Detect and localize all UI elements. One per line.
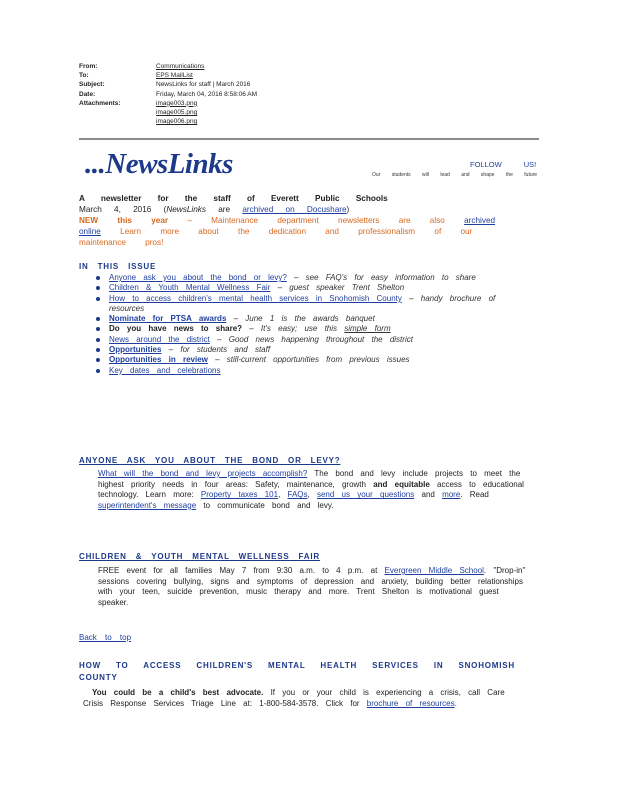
wellness-body-2: . "Drop-in" sessions covering bullying, signs and symptoms of depression and anxiety, building better relationships with your teen, suicide prevention, music therapy and more. Trent Shelton is motivational guest speaker. <box>98 566 526 607</box>
toc-desc: – guest speaker Trent Shelton <box>270 283 405 293</box>
follow-us-link[interactable]: FOLLOW US! <box>470 160 537 169</box>
list-item <box>96 324 526 334</box>
list-item <box>96 294 526 315</box>
to-row <box>79 71 257 80</box>
access-body-1: If you or your child is experiencing a crisis, call Care Crisis Response Services Triage Line at: 1-800-584-3578. Click for <box>83 688 505 708</box>
wellness-body-1: FREE event for all families May 7 from 9:30 a.m. to 4 p.m. at <box>98 566 385 575</box>
toc-desc: – It's easy; use this <box>242 324 345 334</box>
new-this-year-label: NEW this year <box>79 216 169 225</box>
new-this-year-notice <box>79 215 531 248</box>
access-section-heading: HOW TO ACCESS CHILDREN'S MENTAL HEALTH SERVICES IN SNOHOMISH COUNTY <box>79 661 515 682</box>
to-link[interactable]: EPS MailList <box>156 72 193 80</box>
attachments-row-3 <box>79 117 257 126</box>
toc-link-opportunities-review[interactable]: Opportunities in review <box>109 355 208 365</box>
brochure-link[interactable]: brochure of resources <box>366 698 455 708</box>
toc-desc: – June 1 is the awards banquet <box>226 314 375 324</box>
equitable-bold: equitable <box>394 479 430 489</box>
tagline: Our students will lead and shape the future <box>372 172 538 178</box>
are-text: are <box>205 205 243 214</box>
spacer <box>79 108 156 117</box>
email-header <box>79 62 257 126</box>
read-text: . Read <box>460 490 489 500</box>
issue-date: March 4, 2016 ( <box>79 205 167 214</box>
header-divider <box>79 138 539 140</box>
list-item <box>96 355 526 365</box>
toc-desc: – still-current opportunities from previous issues <box>207 355 410 365</box>
attachment-link[interactable]: image006.png <box>156 118 198 126</box>
toc-desc: – handy brochure of resources <box>109 293 496 313</box>
docushare-archive-link[interactable]: archived on Docushare <box>242 205 347 214</box>
access-section-body <box>83 688 529 709</box>
bullet-icon <box>96 358 100 362</box>
date-row <box>79 90 257 99</box>
to-label: To: <box>79 72 89 80</box>
toc-link-opportunities[interactable]: Opportunities <box>109 345 162 355</box>
toc-link-wellness[interactable]: Children & Youth Mental Wellness Fair <box>109 283 271 293</box>
attachments-row <box>79 99 257 108</box>
in-this-issue-heading: IN THIS ISSUE <box>79 262 157 271</box>
bond-section-heading: ANYONE ASK YOU ABOUT THE BOND OR LEVY? <box>79 456 341 465</box>
from-label: From: <box>79 63 98 70</box>
bullet-icon <box>96 338 100 342</box>
from-row <box>79 62 257 71</box>
subject-label: Subject: <box>79 81 105 89</box>
attachments-row-2 <box>79 108 257 117</box>
bullet-icon <box>96 317 100 321</box>
list-item <box>96 335 526 345</box>
list-item <box>96 345 526 355</box>
date-value: Friday, March 04, 2016 8:58:06 AM <box>156 90 258 98</box>
subject-row <box>79 80 257 89</box>
bullet-icon <box>96 369 100 373</box>
bond-body-1: The bond and levy include projects to meet the highest priority needs in four areas: Safety, maintenance, growth <box>98 469 521 489</box>
toc-desc: – for students and staff <box>161 345 271 355</box>
spacer <box>79 117 156 126</box>
evergreen-school-link[interactable]: Evergreen Middle School <box>384 566 484 575</box>
toc-link-access[interactable]: How to access children's mental health services in Snohomish County <box>109 293 402 303</box>
bond-question-link[interactable]: What will the bond and levy projects accomplish? <box>98 469 308 478</box>
wellness-section-body <box>98 566 530 608</box>
paren-close: ) <box>346 205 350 214</box>
intro-block <box>79 193 531 248</box>
bullet-icon <box>96 286 100 290</box>
and-text: and <box>414 490 443 500</box>
and-bold: and <box>373 479 388 489</box>
attachments-label: Attachments: <box>79 99 121 107</box>
intro-subtitle: A newsletter for the staff of Everett Public Schools <box>79 194 388 203</box>
bullet-icon <box>96 297 100 301</box>
list-item <box>96 314 526 324</box>
list-item <box>96 366 526 376</box>
toc-news-share: Do you have news to share? <box>109 324 243 334</box>
issue-date-line <box>79 204 531 215</box>
wellness-section-heading: CHILDREN & YOUTH MENTAL WELLNESS FAIR <box>79 552 320 561</box>
access-body-2: . <box>454 698 457 708</box>
faqs-link[interactable]: FAQs <box>287 490 308 500</box>
advocate-lead: You could be a child's best advocate. <box>92 688 264 697</box>
simple-form-link[interactable]: simple form <box>344 324 391 334</box>
list-item <box>96 283 526 293</box>
back-to-top-link[interactable]: Back to top <box>79 633 132 642</box>
bond-body-2: access to educational technology. Learn more: <box>98 479 524 500</box>
newslinks-logo: ...NewsLinks <box>85 148 233 180</box>
superintendent-message-link[interactable]: superintendent's message <box>98 500 197 510</box>
archived-online-link[interactable]: archived online <box>79 216 496 236</box>
property-taxes-link[interactable]: Property taxes 101 <box>200 490 279 500</box>
list-item <box>96 273 526 283</box>
toc-list <box>96 273 526 376</box>
comma: , <box>307 490 317 500</box>
toc-link-ptsa[interactable]: Nominate for PTSA awards <box>109 314 227 324</box>
more-link[interactable]: more <box>442 490 461 500</box>
learn-more-text: Learn more about the dedication and professionalism of our maintenance pros! <box>79 227 473 247</box>
bullet-icon <box>96 348 100 352</box>
maintenance-text: – Maintenance department newsletters are also <box>168 216 465 225</box>
toc-link-bond[interactable]: Anyone ask you about the bond or levy? <box>109 273 287 282</box>
bond-body-3: to communicate bond and levy. <box>196 500 334 510</box>
send-questions-link[interactable]: send us your questions <box>316 490 415 500</box>
date-label: Date: <box>79 90 96 98</box>
toc-desc: – see FAQ's for easy information to share <box>286 273 476 282</box>
toc-desc: – Good news happening throughout the district <box>209 334 413 344</box>
toc-link-key-dates[interactable]: Key dates and celebrations <box>109 365 221 375</box>
bullet-icon <box>96 276 100 280</box>
bond-section-body <box>98 469 530 511</box>
subject-value: NewsLinks for staff | March 2016 <box>156 81 251 89</box>
toc-link-news[interactable]: News around the district <box>109 334 210 344</box>
bullet-icon <box>96 327 100 331</box>
attachment-link[interactable]: image003.png <box>156 99 198 107</box>
attachment-link[interactable]: image005.png <box>156 108 198 116</box>
from-link[interactable]: Communications <box>156 63 205 70</box>
comma: , <box>278 490 288 500</box>
newslinks-word: NewsLinks <box>166 205 206 214</box>
